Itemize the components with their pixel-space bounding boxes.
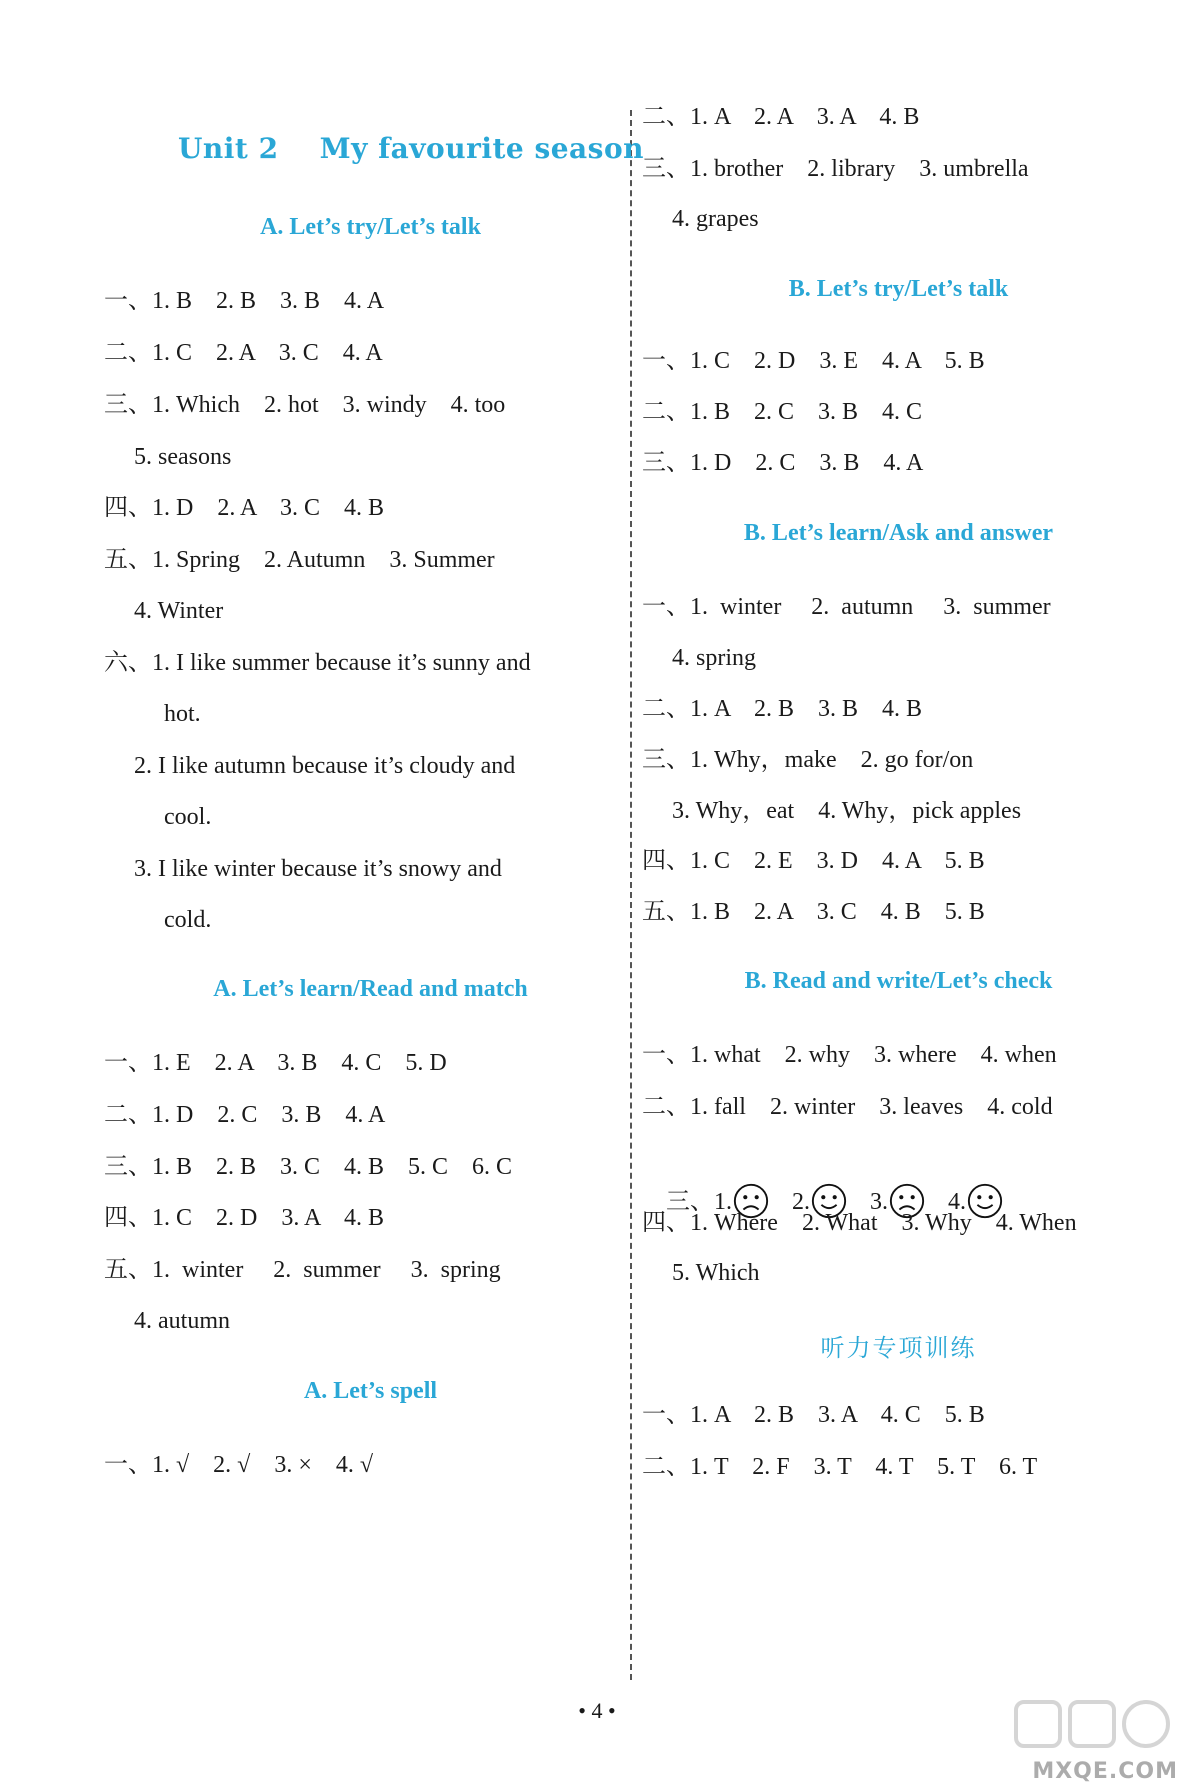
face-label: 2. [792, 1189, 810, 1215]
answer-line: 一、1. C 2. D 3. E 4. A 5. B [642, 348, 985, 374]
answer-line: 三、1. Why，make 2. go for/on [642, 747, 974, 773]
answer-line: 三、1. B 2. B 3. C 4. B 5. C 6. C [104, 1154, 513, 1180]
face-label: 1. [714, 1189, 732, 1215]
answer-line: 四、1. D 2. A 3. C 4. B [104, 495, 385, 521]
answer-line: 3. Why，eat 4. Why，pick apples [642, 798, 1022, 824]
answer-line: 二、1. C 2. A 3. C 4. A [104, 340, 383, 366]
section-heading: A. Let’s learn/Read and match [213, 976, 528, 1002]
answer-line: 三、1. brother 2. library 3. umbrella [642, 156, 1029, 182]
answer-line: 一、1. E 2. A 3. B 4. C 5. D [104, 1050, 447, 1076]
section-heading: B. Read and write/Let’s check [744, 968, 1053, 994]
answer-line: 二、1. B 2. C 3. B 4. C [642, 399, 923, 425]
section-heading: B. Let’s learn/Ask and answer [743, 520, 1054, 546]
column-divider [630, 110, 632, 1680]
section-heading: 听力专项训练 [820, 1334, 977, 1362]
answer-line: 六、1. I like summer because it’s sunny and [104, 650, 531, 676]
answer-line: 二、1. fall 2. winter 3. leaves 4. cold [642, 1094, 1053, 1120]
answer-line: 5. Which [642, 1260, 760, 1286]
section-heading: A. Let’s spell [303, 1378, 438, 1404]
answer-line: 4. spring [642, 645, 756, 671]
answer-line: hot. [104, 701, 201, 727]
answer-line: 五、1. B 2. A 3. C 4. B 5. B [642, 899, 985, 925]
answer-line: 五、1. winter 2. summer 3. spring [104, 1257, 501, 1283]
answer-line: 二、1. A 2. B 3. B 4. B [642, 696, 923, 722]
unit-title: Unit 2 My favourite season [178, 132, 644, 165]
answer-line: 一、1. winter 2. autumn 3. summer [642, 594, 1051, 620]
answer-line: 三、1. D 2. C 3. B 4. A [642, 450, 924, 476]
answer-line: 三、1. Which 2. hot 3. windy 4. too [104, 392, 506, 418]
answer-line: 二、1. T 2. F 3. T 4. T 5. T 6. T [642, 1454, 1038, 1480]
face-label: 3. [870, 1189, 888, 1215]
faces-prefix: 三、 [666, 1189, 714, 1215]
answer-line: 一、1. what 2. why 3. where 4. when [642, 1042, 1057, 1068]
answer-line: 四、1. C 2. D 3. A 4. B [104, 1205, 385, 1231]
answer-line: 5. seasons [104, 444, 232, 470]
answer-line: 五、1. Spring 2. Autumn 3. Summer [104, 547, 495, 573]
face-label: 4. [948, 1189, 966, 1215]
answer-line: 四、1. C 2. E 3. D 4. A 5. B [642, 848, 985, 874]
answer-line: cold. [104, 907, 212, 933]
answer-line: 4. autumn [104, 1308, 230, 1334]
section-heading: B. Let’s try/Let’s talk [788, 276, 1009, 302]
faces-line [642, 1142, 1026, 1262]
section-heading: A. Let’s try/Let’s talk [260, 214, 481, 240]
answer-line: 3. I like winter because it’s snowy and [104, 856, 502, 882]
answer-line: 一、1. A 2. B 3. A 4. C 5. B [642, 1402, 985, 1428]
watermark-text: MXQE.COM [1032, 1759, 1178, 1784]
answer-line: 2. I like autumn because it’s cloudy and [104, 753, 516, 779]
answer-line: 一、1. √ 2. √ 3. × 4. √ [104, 1452, 374, 1478]
answer-line: 二、1. A 2. A 3. A 4. B [642, 104, 920, 130]
answer-line: 二、1. D 2. C 3. B 4. A [104, 1102, 386, 1128]
answer-line: 四、1. Where 2. What 3. Why 4. When [642, 1210, 1077, 1236]
answer-line: cool. [104, 804, 212, 830]
answer-line: 一、1. B 2. B 3. B 4. A [104, 288, 385, 314]
answer-line: 4. Winter [104, 598, 224, 624]
page-number: • 4 • [578, 1698, 616, 1723]
answer-line: 4. grapes [642, 206, 759, 232]
